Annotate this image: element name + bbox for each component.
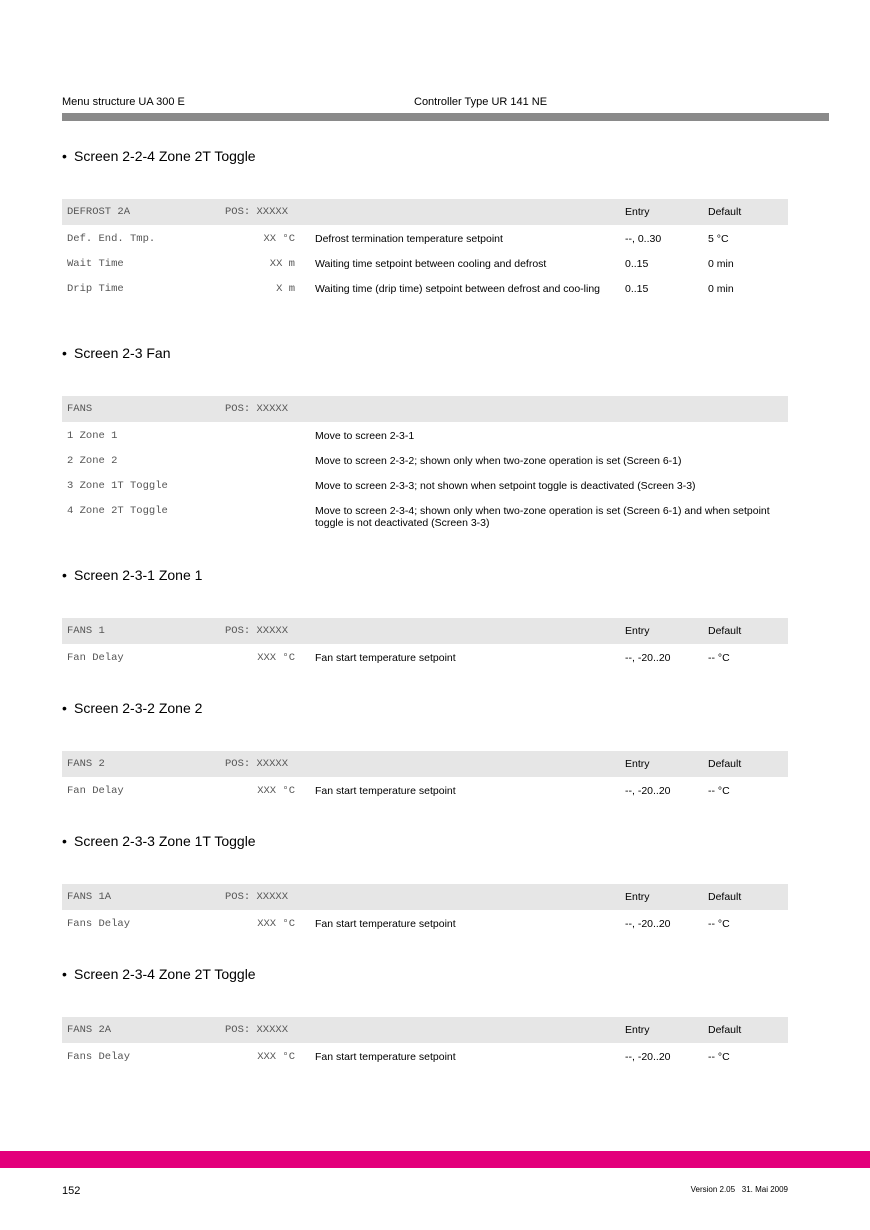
param-description: Fan start temperature setpoint bbox=[315, 918, 456, 930]
screen-name: FANS bbox=[67, 403, 93, 415]
default-header: Default bbox=[708, 758, 742, 770]
param-description: Waiting time (drip time) setpoint between defrost and coo-ling bbox=[315, 283, 600, 295]
param-default: 5 °C bbox=[708, 233, 729, 245]
default-header: Default bbox=[708, 625, 742, 637]
position-label: POS: XXXXX bbox=[225, 403, 289, 415]
position-label: POS: XXXXX bbox=[225, 758, 289, 770]
table-row bbox=[62, 777, 788, 802]
table-row bbox=[62, 1043, 788, 1068]
entry-header: Entry bbox=[625, 891, 650, 903]
menu-item-description: Move to screen 2-3-1 bbox=[315, 430, 415, 442]
screen-name: FANS 2 bbox=[67, 758, 105, 770]
param-default: 0 min bbox=[708, 283, 734, 295]
menu-item: 3 Zone 1T Toggle bbox=[67, 480, 168, 492]
param-entry: --, -20..20 bbox=[625, 1051, 671, 1063]
screen-name: FANS 1 bbox=[67, 625, 105, 637]
position-label: POS: XXXXX bbox=[225, 625, 289, 637]
screen-name: FANS 2A bbox=[67, 1024, 112, 1036]
param-entry: 0..15 bbox=[625, 283, 649, 295]
param-default: -- °C bbox=[708, 1051, 730, 1063]
param-default: -- °C bbox=[708, 918, 730, 930]
menu-item-description: Move to screen 2-3-2; shown only when two-zone operation is set (Screen 6-1) bbox=[315, 455, 682, 467]
table-header bbox=[62, 751, 788, 777]
screen-name: FANS 1A bbox=[67, 891, 112, 903]
table-row bbox=[62, 910, 788, 935]
menu-table bbox=[62, 1017, 788, 1068]
param-value: X m bbox=[276, 283, 295, 295]
entry-header: Entry bbox=[625, 206, 650, 218]
position-label: POS: XXXXX bbox=[225, 1024, 289, 1036]
footer-bar bbox=[0, 1151, 870, 1168]
page-number: 152 bbox=[62, 1185, 81, 1197]
screen-name: DEFROST 2A bbox=[67, 206, 131, 218]
param-default: -- °C bbox=[708, 785, 730, 797]
param-name: Fans Delay bbox=[67, 1051, 131, 1063]
menu-item: 2 Zone 2 bbox=[67, 455, 118, 467]
section-title: • Screen 2-3-3 Zone 1T Toggle bbox=[62, 833, 256, 849]
menu-item-description: Move to screen 2-3-4; shown only when two-zone operation is set (Screen 6-1) and when setpoint toggle is not deactivated (Screen 3-3) bbox=[315, 505, 770, 529]
table-row bbox=[62, 422, 788, 447]
param-name: Def. End. Tmp. bbox=[67, 233, 156, 245]
table-header bbox=[62, 618, 788, 644]
table-header bbox=[62, 199, 788, 225]
param-description: Fan start temperature setpoint bbox=[315, 1051, 456, 1063]
param-entry: --, -20..20 bbox=[625, 785, 671, 797]
default-header: Default bbox=[708, 1024, 742, 1036]
header-divider bbox=[62, 113, 829, 121]
version-info: Version 2.05 31. Mai 2009 bbox=[690, 1185, 788, 1194]
section-title: • Screen 2-3 Fan bbox=[62, 345, 171, 361]
section-title: • Screen 2-3-2 Zone 2 bbox=[62, 700, 203, 716]
table-row bbox=[62, 644, 788, 669]
param-entry: --, -20..20 bbox=[625, 918, 671, 930]
param-entry: --, 0..30 bbox=[625, 233, 662, 245]
entry-header: Entry bbox=[625, 1024, 650, 1036]
table-header bbox=[62, 396, 788, 422]
entry-header: Entry bbox=[625, 625, 650, 637]
param-description: Defrost termination temperature setpoint bbox=[315, 233, 503, 245]
param-name: Wait Time bbox=[67, 258, 124, 270]
table-row bbox=[62, 275, 788, 309]
param-name: Drip Time bbox=[67, 283, 124, 295]
menu-item: 4 Zone 2T Toggle bbox=[67, 505, 168, 517]
table-row bbox=[62, 497, 788, 531]
param-entry: --, -20..20 bbox=[625, 652, 671, 664]
param-entry: 0..15 bbox=[625, 258, 649, 270]
section-title: • Screen 2-3-1 Zone 1 bbox=[62, 567, 203, 583]
menu-table bbox=[62, 884, 788, 935]
entry-header: Entry bbox=[625, 758, 650, 770]
section-title: • Screen 2-2-4 Zone 2T Toggle bbox=[62, 148, 256, 164]
param-name: Fan Delay bbox=[67, 785, 124, 797]
menu-table bbox=[62, 396, 788, 531]
param-value: XXX °C bbox=[257, 918, 295, 930]
page-header-left: Menu structure UA 300 E bbox=[62, 96, 185, 108]
table-row bbox=[62, 447, 788, 472]
param-default: -- °C bbox=[708, 652, 730, 664]
param-value: XXX °C bbox=[257, 1051, 295, 1063]
param-name: Fans Delay bbox=[67, 918, 131, 930]
param-name: Fan Delay bbox=[67, 652, 124, 664]
table-header bbox=[62, 884, 788, 910]
section-title: • Screen 2-3-4 Zone 2T Toggle bbox=[62, 966, 256, 982]
menu-item-description: Move to screen 2-3-3; not shown when setpoint toggle is deactivated (Screen 3-3) bbox=[315, 480, 696, 492]
menu-table bbox=[62, 618, 788, 669]
param-value: XXX °C bbox=[257, 652, 295, 664]
default-header: Default bbox=[708, 206, 742, 218]
param-description: Fan start temperature setpoint bbox=[315, 785, 456, 797]
param-value: XXX °C bbox=[257, 785, 295, 797]
param-description: Fan start temperature setpoint bbox=[315, 652, 456, 664]
position-label: POS: XXXXX bbox=[225, 206, 289, 218]
table-row bbox=[62, 472, 788, 497]
page-header-center: Controller Type UR 141 NE bbox=[414, 96, 548, 108]
param-description: Waiting time setpoint between cooling and defrost bbox=[315, 258, 547, 270]
table-row bbox=[62, 225, 788, 250]
table-header bbox=[62, 1017, 788, 1043]
param-value: XX m bbox=[269, 258, 295, 270]
default-header: Default bbox=[708, 891, 742, 903]
param-default: 0 min bbox=[708, 258, 734, 270]
menu-table bbox=[62, 751, 788, 802]
table-row bbox=[62, 250, 788, 275]
position-label: POS: XXXXX bbox=[225, 891, 289, 903]
param-value: XX °C bbox=[263, 233, 295, 245]
menu-table bbox=[62, 199, 788, 309]
menu-item: 1 Zone 1 bbox=[67, 430, 118, 442]
